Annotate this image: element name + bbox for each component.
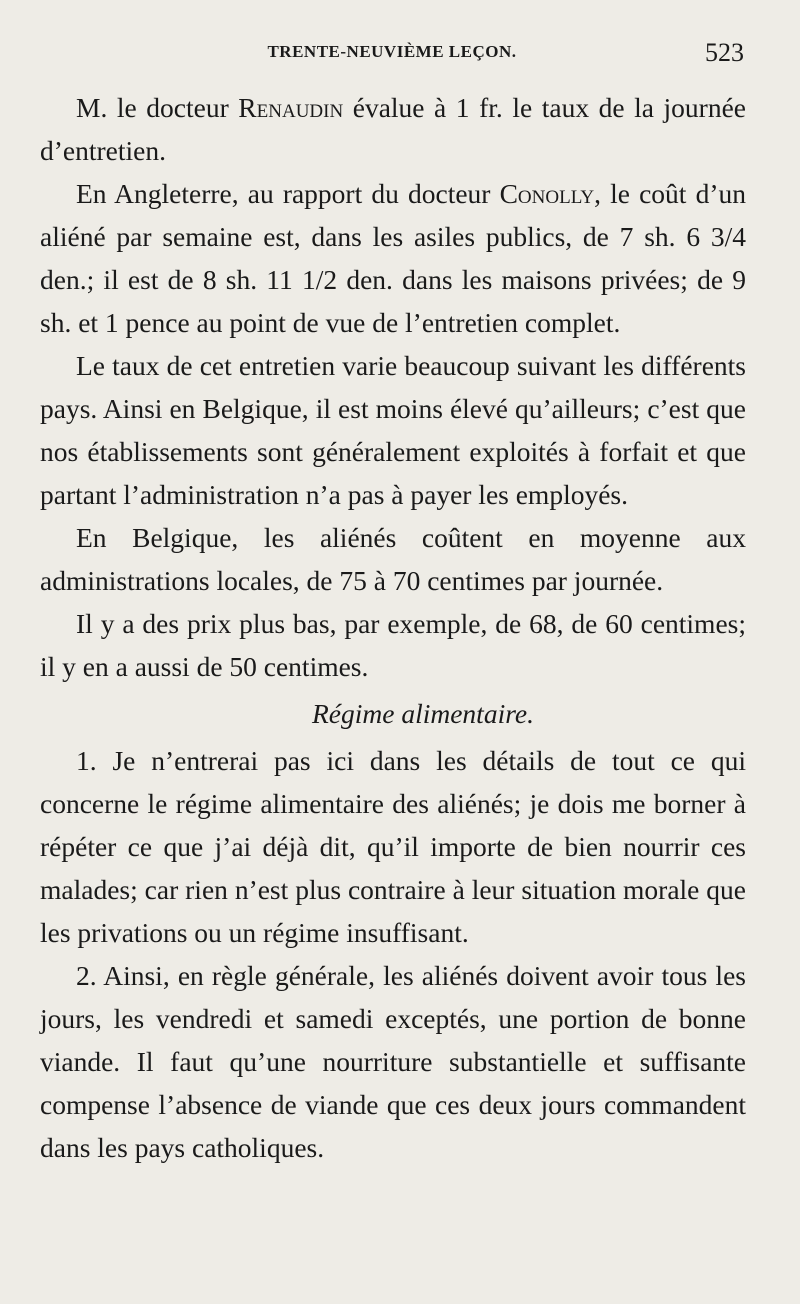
paragraph-renaudin xyxy=(40,86,746,172)
page-header xyxy=(40,38,744,68)
paragraph-text: , le coût d’un aliéné par semaine est, dans les asiles publics, de 7 sh. 6 3/4 den.; il est de 8 sh. 11 1/2 den. dans les maisons privées; de 9 sh. et 1 pence au point de vue de l’entretien complet. xyxy=(40,178,746,338)
paragraph-text: évalue à 1 fr. le taux de la journée d’entretien. xyxy=(40,92,746,166)
author-name-renaudin: Renaudin xyxy=(238,92,344,123)
section-title: Régime alimentaire. xyxy=(312,698,534,729)
paragraph-prix: Il y a des prix plus bas, par exemple, de 68, de 60 centimes; il y en a aussi de 50 centimes. xyxy=(40,608,746,682)
page-number: 523 xyxy=(705,38,744,67)
paragraph-text: M. le docteur xyxy=(76,92,239,123)
paragraph-belgique: En Belgique, les aliénés coûtent en moyenne aux administrations locales, de 75 à 70 centimes par journée. xyxy=(40,522,746,596)
paragraph-text: En Angleterre, au rapport du docteur xyxy=(76,178,500,209)
author-name-conolly: Conolly xyxy=(499,178,595,209)
paragraph-2: 2. Ainsi, en règle générale, les aliénés doivent avoir tous les jours, les vendredi et samedi exceptés, une portion de bonne viande. Il faut qu’une nourriture substantielle et suffisante compense l’absence de viande que ces deux jours commandent dans les pays catholiques. xyxy=(40,960,746,1163)
running-head: TRENTE-NEUVIÈME LEÇON. xyxy=(267,42,517,61)
page-body xyxy=(40,86,746,1169)
paragraph-angleterre xyxy=(40,172,746,344)
paragraph-taux: Le taux de cet entretien varie beaucoup suivant les différents pays. Ainsi en Belgique, il est moins élevé qu’ailleurs; c’est que nos établissements sont généralement exploités à forfait et que partant l’administration n’a pas à payer les employés. xyxy=(40,350,746,510)
paragraph-1: 1. Je n’entrerai pas ici dans les détails de tout ce qui concerne le régime alimentaire des aliénés; je dois me borner à répéter ce que j’ai déjà dit, qu’il importe de bien nourrir ces malades; car rien n’est plus contraire à leur situation morale que les privations ou un régime insuffisant. xyxy=(40,745,746,948)
